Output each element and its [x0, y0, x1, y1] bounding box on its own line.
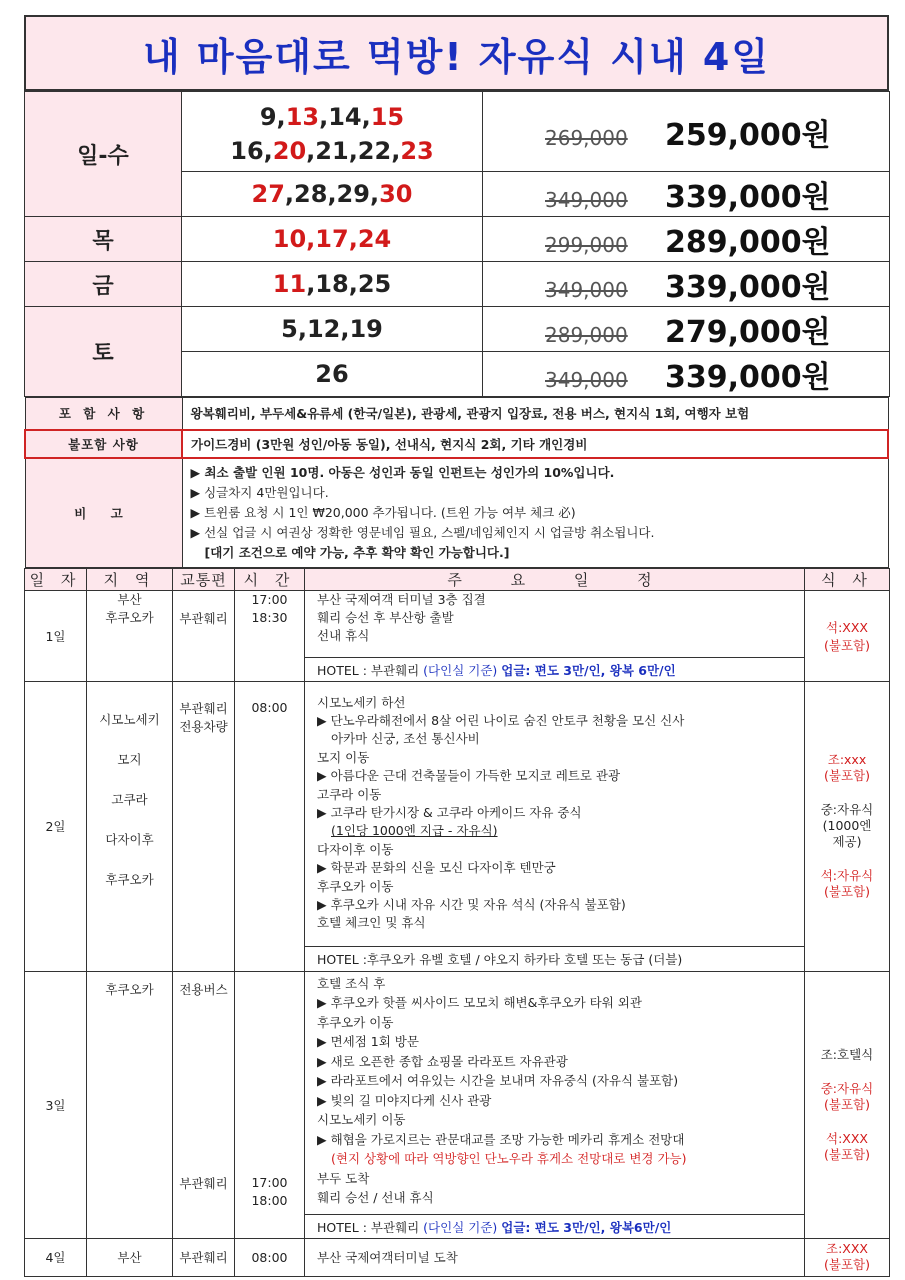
- note-item: [대기 조건으로 예약 가능, 추후 확약 확인 가능합니다.]: [204, 544, 510, 560]
- transport: 부관훼리: [179, 1175, 228, 1191]
- note-item: ▶ 선실 업글 시 여권상 정확한 영문네임 필요, 스펠/네임체인지 시 업글방 취소됩니다.: [190, 524, 655, 540]
- date-holiday: 11: [272, 270, 307, 298]
- transport-day4: 부관훼리: [173, 1238, 235, 1276]
- schedule-line: 아카마 신궁, 조선 통신사비: [331, 731, 480, 747]
- schedule-line: 후쿠오카 이동: [317, 1014, 394, 1030]
- schedule-line: 부산 국제여객 터미널 3층 집결: [317, 591, 486, 607]
- area: 부산: [117, 591, 142, 607]
- header-time: 시 간: [235, 568, 305, 590]
- meal-note: (불포함): [824, 884, 870, 899]
- time-day4: 08:00: [235, 1238, 305, 1276]
- area-day4: 부산: [87, 1238, 173, 1276]
- schedule-day4: 부산 국제여객터미널 도착: [305, 1238, 805, 1276]
- schedule-line: ▶ 단노우라해전에서 8살 어린 나이로 숨진 안토쿠 천황을 모신 신사: [317, 712, 685, 728]
- dates-cell: 5,12,19: [182, 307, 483, 352]
- meal-day3: [805, 971, 890, 1238]
- schedule-line: (1인당 1000엔 지급 - 자유식): [331, 823, 498, 839]
- schedule-line: ▶ 해협을 가로지르는 관문대교를 조망 가능한 메카리 휴게소 전망대: [317, 1131, 685, 1147]
- include-text: 왕복훼리비, 부두세&유류세 (한국/일본), 관광세, 관광지 입장료, 전용 버스, 현지식 1회, 여행자 보험: [182, 398, 888, 430]
- notes-list: [182, 458, 888, 568]
- transport-day1: 부관훼리: [173, 590, 235, 681]
- title-banner: [24, 15, 889, 91]
- meal-note: (불포함): [824, 1146, 870, 1162]
- transport: 전용차량: [179, 718, 228, 734]
- schedule-line: 다자이후 이동: [317, 841, 394, 857]
- area-day3: 후쿠오카: [87, 971, 173, 1238]
- schedule-line: ▶ 아름다운 근대 건축물들이 가득한 모지코 레트로 관광: [317, 768, 621, 784]
- exclude-label: 불포함 사항: [25, 430, 182, 458]
- original-price: 349,000: [545, 278, 628, 302]
- hotel-info: HOTEL : 부관훼리 (다인실 기준) 업글: 편도 3만/인, 왕복6만/인: [305, 1214, 804, 1238]
- hotel-info: HOTEL : 부관훼리 (다인실 기준) 업글: 편도 3만/인, 왕복 6만/인: [305, 657, 804, 681]
- hotel-info: HOTEL :후쿠오카 유벨 호텔 / 야오지 하카타 호텔 또는 동급 (더블): [305, 946, 804, 970]
- schedule-line: 선내 휴식: [317, 627, 370, 643]
- date: 9,: [259, 102, 286, 131]
- date-holiday: 13: [285, 102, 320, 131]
- time: 17:00: [251, 591, 288, 607]
- meal-note: (불포함): [824, 1096, 870, 1112]
- day-label-fri: 금: [25, 262, 182, 307]
- areas-day2: [87, 681, 173, 971]
- schedule-note: (현지 상황에 따라 역방향인 단노우라 휴게소 전망대로 변경 가능): [331, 1151, 687, 1166]
- areas-day1: [87, 590, 173, 681]
- schedule-line: ▶ 고쿠라 탄가시장 & 고쿠라 아케이드 자유 중식: [317, 804, 582, 820]
- day-4: 4일: [25, 1238, 87, 1276]
- area: 고쿠라: [111, 791, 148, 807]
- schedule-day2: [305, 681, 805, 971]
- price-table: [24, 91, 890, 397]
- original-price: 349,000: [545, 368, 628, 392]
- date: ,18,25: [306, 270, 392, 298]
- day-1: 1일: [25, 590, 87, 681]
- schedule-line: ▶ 후쿠오카 핫플 씨사이드 모모치 해변&후쿠오카 타워 외관: [317, 995, 642, 1010]
- header-area: 지 역: [87, 568, 173, 590]
- day-label-sat: 토: [25, 307, 182, 397]
- date: ,21,22,: [306, 136, 401, 165]
- original-price: 289,000: [545, 323, 628, 347]
- dates-cell: [182, 92, 483, 172]
- schedule-day1: [305, 590, 805, 681]
- header-meal: 식 사: [805, 568, 890, 590]
- meal: 조:XXX: [826, 1241, 868, 1256]
- schedule-line: 시모노세키 이동: [317, 1112, 406, 1127]
- area: 후쿠오카: [105, 609, 154, 625]
- transport: 전용버스: [179, 981, 228, 997]
- date: ,14,: [319, 102, 371, 131]
- header-schedule: 주 요 일 정: [305, 568, 805, 590]
- note-item: ▶ 싱글차지 4만원입니다.: [190, 484, 329, 500]
- times-day1: [235, 590, 305, 681]
- schedule-line: 모지 이동: [317, 749, 370, 765]
- date: 16,: [230, 136, 273, 165]
- schedule-line: ▶ 라라포트에서 여유있는 시간을 보내며 자유중식 (자유식 불포함): [317, 1073, 679, 1088]
- date-holiday: 10,17,24: [272, 225, 392, 253]
- day-2: 2일: [25, 681, 87, 971]
- include-label: 포 함 사 항: [25, 398, 182, 430]
- schedule-line: 훼리 승선 후 부산항 출발: [317, 609, 454, 625]
- schedule-line: 호텔 체크인 및 휴식: [317, 915, 426, 931]
- meal-day2: [805, 681, 890, 971]
- itinerary-document: [24, 15, 889, 1277]
- time: 18:00: [251, 1192, 288, 1208]
- original-price: 299,000: [545, 233, 628, 257]
- times-day3: [235, 971, 305, 1238]
- meal-breakfast: 조:호텔식: [820, 1046, 874, 1062]
- dates-cell: 26: [182, 352, 483, 397]
- dates-cell: [182, 217, 483, 262]
- area: 다자이후: [105, 831, 154, 847]
- schedule-line: ▶ 빛의 길 미야지다케 신사 관광: [317, 1092, 492, 1108]
- area: 모지: [117, 751, 142, 767]
- itinerary-table: [24, 568, 890, 1277]
- meal-breakfast: 조:xxx: [827, 752, 867, 767]
- header-transport: 교통편: [173, 568, 235, 590]
- date-holiday: 20: [272, 136, 307, 165]
- schedule-line: 호텔 조식 후: [317, 975, 386, 991]
- price-cell: [483, 262, 890, 307]
- original-price: 349,000: [545, 188, 628, 212]
- transport-day3: [173, 971, 235, 1238]
- date-holiday: 15: [370, 102, 405, 131]
- meal-note: (1000엔: [822, 818, 872, 833]
- schedule-line: ▶ 학문과 문화의 신을 모신 다자이후 텐만궁: [317, 860, 556, 876]
- dates-cell: [182, 262, 483, 307]
- price-cell: [483, 352, 890, 397]
- price-cell: [483, 92, 890, 172]
- meal-note: (불포함): [824, 637, 870, 653]
- sale-price: 339,000원: [665, 360, 831, 395]
- price-cell: [483, 217, 890, 262]
- date-holiday: 30: [379, 180, 413, 208]
- note-item: ▶ 최소 출발 인원 10명. 아동은 성인과 동일 인펀트는 성인가의 10%입니다.: [190, 464, 615, 480]
- price-cell: [483, 172, 890, 217]
- time: 17:00: [251, 1174, 288, 1190]
- transport: 부관훼리: [179, 700, 228, 716]
- meal-day1: [805, 590, 890, 681]
- schedule-line: 시모노세키 하선: [317, 694, 406, 710]
- sale-price: 289,000원: [665, 225, 831, 260]
- date-holiday: 23: [400, 136, 434, 165]
- meal: 석:XXX: [826, 619, 868, 635]
- area: 후쿠오카: [105, 871, 154, 887]
- schedule-line: ▶ 후쿠오카 시내 자유 시간 및 자유 석식 (자유식 불포함): [317, 896, 626, 912]
- price-cell: [483, 307, 890, 352]
- sale-price: 259,000원: [665, 117, 831, 153]
- schedule-line: 고쿠라 이동: [317, 786, 382, 802]
- dates-cell: [182, 172, 483, 217]
- meal-note: (불포함): [824, 1257, 870, 1272]
- sale-price: 279,000원: [665, 315, 831, 350]
- note-item: ▶ 트윈룸 요청 시 1인 ₩20,000 추가됩니다. (트윈 가능 여부 체크 必): [190, 504, 576, 520]
- schedule-line: ▶ 면세점 1회 방문: [317, 1034, 419, 1049]
- header-day: 일 자: [25, 568, 87, 590]
- schedule-day3: [305, 971, 805, 1238]
- time-day2: 08:00: [235, 681, 305, 971]
- sale-price: 339,000원: [665, 180, 831, 215]
- notes-label: 비 고: [25, 458, 182, 568]
- page-title: 내 마음대로 먹방! 자유식 시내 4일: [142, 34, 771, 79]
- meal-note: (불포함): [824, 768, 870, 783]
- exclude-text: 가이드경비 (3만원 성인/아동 동일), 선내식, 현지식 2회, 기타 개인경비: [182, 430, 888, 458]
- meal-lunch: 중:자유식: [820, 1080, 874, 1096]
- day-label-sun-wed: 일-수: [25, 92, 182, 217]
- time: 18:30: [251, 609, 288, 625]
- sale-price: 339,000원: [665, 270, 831, 305]
- schedule-line: 후쿠오카 이동: [317, 878, 394, 894]
- schedule-line: 훼리 승선 / 선내 휴식: [317, 1190, 434, 1205]
- info-table: [24, 397, 889, 568]
- meal-note: 제공): [832, 834, 862, 849]
- day-label-thu: 목: [25, 217, 182, 262]
- schedule-line: 부두 도착: [317, 1170, 370, 1186]
- meal-dinner: 석:자유식: [820, 868, 874, 883]
- meal-dinner: 석:XXX: [826, 1130, 868, 1146]
- meal-lunch: 중:자유식: [820, 802, 874, 817]
- transport-day2: [173, 681, 235, 971]
- date: ,28,29,: [284, 180, 380, 208]
- day-3: 3일: [25, 971, 87, 1238]
- date-holiday: 27: [251, 180, 285, 208]
- area: 시모노세키: [99, 711, 160, 727]
- original-price: 269,000: [545, 125, 628, 150]
- meal-day4: [805, 1238, 890, 1276]
- schedule-line: ▶ 새로 오픈한 종합 쇼핑몰 라라포트 자유관광: [317, 1053, 568, 1069]
